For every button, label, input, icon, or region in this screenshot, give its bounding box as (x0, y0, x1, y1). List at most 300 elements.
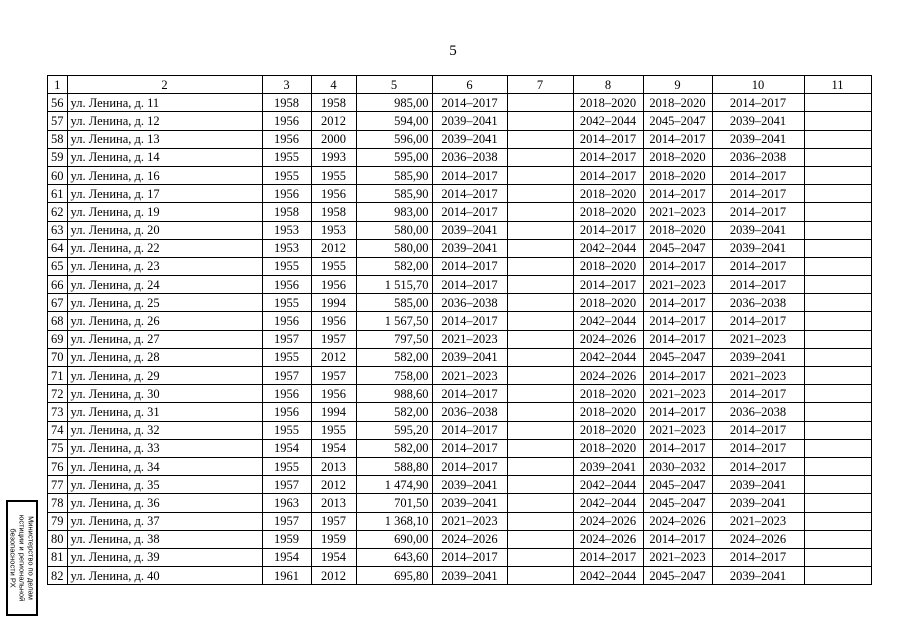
table-cell: 758,00 (356, 367, 432, 385)
table-cell: 76 (48, 457, 68, 475)
page-number: 5 (449, 43, 457, 59)
table-cell: 2014–2017 (432, 203, 507, 221)
table-cell: 2039–2041 (712, 567, 804, 585)
table-cell (804, 312, 871, 330)
table-cell: 2042–2044 (573, 476, 643, 494)
table-cell: 2014–2017 (643, 530, 712, 548)
table-cell: ул. Ленина, д. 27 (67, 330, 262, 348)
table-cell: 2014–2017 (573, 221, 643, 239)
table-cell (804, 385, 871, 403)
table-cell: 2021–2023 (432, 367, 507, 385)
table-row (48, 257, 872, 275)
table-cell: 59 (48, 148, 68, 166)
table-cell: 78 (48, 494, 68, 512)
column-header: 9 (643, 76, 712, 94)
table-row (48, 330, 872, 348)
table-cell: 2012 (311, 239, 356, 257)
table-cell: 695,80 (356, 567, 432, 585)
table-cell: 2014–2017 (573, 548, 643, 566)
table-cell: ул. Ленина, д. 26 (67, 312, 262, 330)
table-cell: ул. Ленина, д. 25 (67, 294, 262, 312)
table-cell (507, 385, 573, 403)
table-cell: 74 (48, 421, 68, 439)
table-cell: 2039–2041 (712, 130, 804, 148)
table-cell: 2039–2041 (432, 494, 507, 512)
table-cell: 1958 (262, 94, 311, 112)
table-cell: 2039–2041 (432, 112, 507, 130)
table-cell: 2021–2023 (643, 548, 712, 566)
table-row (48, 203, 872, 221)
table-cell: ул. Ленина, д. 20 (67, 221, 262, 239)
table-cell: 68 (48, 312, 68, 330)
table-cell: 1955 (311, 257, 356, 275)
table-cell (507, 148, 573, 166)
column-header: 5 (356, 76, 432, 94)
table-cell: 66 (48, 276, 68, 294)
table-cell: ул. Ленина, д. 17 (67, 185, 262, 203)
table-row (48, 166, 872, 184)
table-cell (804, 567, 871, 585)
table-cell: 2021–2023 (643, 385, 712, 403)
table-cell: 75 (48, 439, 68, 457)
table-cell: 1953 (262, 221, 311, 239)
table-cell: 2014–2017 (432, 385, 507, 403)
table-cell: ул. Ленина, д. 33 (67, 439, 262, 457)
table-cell: 77 (48, 476, 68, 494)
table-cell: 2013 (311, 457, 356, 475)
data-table (47, 75, 872, 585)
table-cell: 2014–2017 (643, 439, 712, 457)
table-cell: ул. Ленина, д. 35 (67, 476, 262, 494)
table-cell: 2042–2044 (573, 494, 643, 512)
table-cell: 1957 (262, 512, 311, 530)
table-cell: 1957 (262, 367, 311, 385)
table-cell: 2014–2017 (573, 148, 643, 166)
table-cell: 2024–2026 (432, 530, 507, 548)
table-cell: 2045–2047 (643, 239, 712, 257)
table-cell: 2024–2026 (573, 530, 643, 548)
column-header: 1 (48, 76, 68, 94)
table-cell: 79 (48, 512, 68, 530)
table-row (48, 348, 872, 366)
table-cell (507, 567, 573, 585)
table-cell (804, 257, 871, 275)
table-cell (507, 312, 573, 330)
table-cell (804, 112, 871, 130)
table-cell (507, 239, 573, 257)
table-cell: 1955 (311, 166, 356, 184)
table-row (48, 421, 872, 439)
table-cell: 71 (48, 367, 68, 385)
table-cell: 1994 (311, 403, 356, 421)
table-cell: 2014–2017 (432, 457, 507, 475)
table-cell: 2042–2044 (573, 312, 643, 330)
table-cell: 1956 (262, 185, 311, 203)
table-cell (804, 476, 871, 494)
table-cell: 1953 (311, 221, 356, 239)
table-cell: 2039–2041 (573, 457, 643, 475)
table-row (48, 457, 872, 475)
table-cell: 2018–2020 (643, 94, 712, 112)
table-cell: 2039–2041 (712, 221, 804, 239)
column-header: 4 (311, 76, 356, 94)
table-cell: 1954 (311, 439, 356, 457)
table-cell: 2024–2026 (573, 330, 643, 348)
table-cell: 585,90 (356, 185, 432, 203)
table-cell: 1954 (262, 548, 311, 566)
table-row (48, 439, 872, 457)
table-cell: 2039–2041 (432, 476, 507, 494)
table-cell: ул. Ленина, д. 37 (67, 512, 262, 530)
table-cell: ул. Ленина, д. 40 (67, 567, 262, 585)
table-cell (804, 530, 871, 548)
table-cell: 2014–2017 (643, 403, 712, 421)
table-cell: 1956 (262, 403, 311, 421)
table-cell: 797,50 (356, 330, 432, 348)
column-header: 2 (67, 76, 262, 94)
stamp-text (9, 502, 36, 614)
column-header: 11 (804, 76, 871, 94)
table-cell: 2018–2020 (573, 94, 643, 112)
column-header: 7 (507, 76, 573, 94)
table-cell: 2021–2023 (432, 330, 507, 348)
table-cell (507, 257, 573, 275)
table-cell (507, 330, 573, 348)
table-cell (804, 403, 871, 421)
table-cell: 2039–2041 (712, 348, 804, 366)
column-header: 6 (432, 76, 507, 94)
table-cell (804, 276, 871, 294)
table-cell: 2014–2017 (712, 439, 804, 457)
table-cell: 2045–2047 (643, 476, 712, 494)
table-cell: ул. Ленина, д. 30 (67, 385, 262, 403)
table-cell: 582,00 (356, 257, 432, 275)
table-cell: 2014–2017 (643, 185, 712, 203)
table-cell: 2018–2020 (573, 403, 643, 421)
table-cell: 588,80 (356, 457, 432, 475)
table-cell: 1956 (262, 112, 311, 130)
table-cell: 65 (48, 257, 68, 275)
table-cell (507, 367, 573, 385)
table-cell: 2045–2047 (643, 494, 712, 512)
table-cell (507, 421, 573, 439)
table-cell: 2021–2023 (712, 512, 804, 530)
table-cell: 1961 (262, 567, 311, 585)
table-row (48, 294, 872, 312)
table-cell: 2014–2017 (432, 312, 507, 330)
table-cell: 1955 (262, 257, 311, 275)
table-cell: 2014–2017 (432, 439, 507, 457)
table-cell: 1957 (311, 330, 356, 348)
table-row (48, 512, 872, 530)
table-cell: ул. Ленина, д. 31 (67, 403, 262, 421)
table-cell: 1956 (311, 385, 356, 403)
table-cell: 2039–2041 (712, 476, 804, 494)
table-cell: ул. Ленина, д. 24 (67, 276, 262, 294)
table-cell: 1955 (262, 348, 311, 366)
table-cell: 2014–2017 (432, 94, 507, 112)
table-cell (804, 294, 871, 312)
table-cell: 73 (48, 403, 68, 421)
table-cell: 57 (48, 112, 68, 130)
table-cell: 585,90 (356, 166, 432, 184)
table-cell: 60 (48, 166, 68, 184)
table-body (48, 94, 872, 585)
table-cell: 1993 (311, 148, 356, 166)
table-cell: 2014–2017 (432, 548, 507, 566)
table-cell: 1959 (262, 530, 311, 548)
table-row (48, 530, 872, 548)
table-cell: ул. Ленина, д. 28 (67, 348, 262, 366)
table-cell: 2012 (311, 112, 356, 130)
table-cell: 1958 (262, 203, 311, 221)
table-cell: 2018–2020 (573, 421, 643, 439)
table-row (48, 130, 872, 148)
table-row (48, 239, 872, 257)
table-cell: 985,00 (356, 94, 432, 112)
table-cell (507, 403, 573, 421)
table-cell: 2014–2017 (432, 257, 507, 275)
table-cell: 1956 (262, 130, 311, 148)
table-cell: 70 (48, 348, 68, 366)
table-cell (507, 457, 573, 475)
table-cell: 2014–2017 (432, 276, 507, 294)
table-cell: 61 (48, 185, 68, 203)
table-cell: 1957 (262, 330, 311, 348)
table-cell: ул. Ленина, д. 32 (67, 421, 262, 439)
table-cell: 2014–2017 (432, 166, 507, 184)
table-cell: 582,00 (356, 439, 432, 457)
table-cell: 2039–2041 (432, 239, 507, 257)
table-cell: 2014–2017 (712, 203, 804, 221)
table-cell: 1956 (262, 276, 311, 294)
table-cell: 2036–2038 (432, 403, 507, 421)
table-cell (507, 166, 573, 184)
table-cell: 2014–2017 (643, 312, 712, 330)
table-cell: 2018–2020 (573, 385, 643, 403)
table-cell: 2018–2020 (573, 294, 643, 312)
table-cell: ул. Ленина, д. 23 (67, 257, 262, 275)
table-cell: ул. Ленина, д. 34 (67, 457, 262, 475)
table-cell: 2042–2044 (573, 112, 643, 130)
table-cell (804, 185, 871, 203)
table-cell: 1 515,70 (356, 276, 432, 294)
table-cell: 2036–2038 (712, 148, 804, 166)
table-row (48, 221, 872, 239)
table-cell: 1955 (262, 421, 311, 439)
table-cell: 2039–2041 (712, 494, 804, 512)
table-cell: ул. Ленина, д. 12 (67, 112, 262, 130)
table-cell: 2045–2047 (643, 112, 712, 130)
table-cell (804, 494, 871, 512)
table-cell: 2014–2017 (712, 185, 804, 203)
table-cell: 1956 (311, 185, 356, 203)
table-cell: ул. Ленина, д. 38 (67, 530, 262, 548)
table-cell (507, 203, 573, 221)
table-cell: 1 474,90 (356, 476, 432, 494)
table-cell: 2024–2026 (712, 530, 804, 548)
table-cell: 2024–2026 (643, 512, 712, 530)
table-cell: 1956 (311, 276, 356, 294)
table-cell: 2014–2017 (573, 166, 643, 184)
table-cell: 1 368,10 (356, 512, 432, 530)
table-cell: 2036–2038 (432, 148, 507, 166)
table-cell (804, 239, 871, 257)
table-cell: 580,00 (356, 221, 432, 239)
table-cell: 2021–2023 (712, 367, 804, 385)
table-cell (507, 221, 573, 239)
table-cell (804, 148, 871, 166)
table-cell: 2018–2020 (573, 257, 643, 275)
table-cell: ул. Ленина, д. 22 (67, 239, 262, 257)
table-cell: 63 (48, 221, 68, 239)
table-cell: 2021–2023 (643, 276, 712, 294)
table-cell (804, 457, 871, 475)
table-cell: 2014–2017 (712, 257, 804, 275)
table-cell: 596,00 (356, 130, 432, 148)
table-cell: 1956 (262, 385, 311, 403)
table-cell (507, 494, 573, 512)
table-cell: 2014–2017 (432, 185, 507, 203)
table-cell (804, 348, 871, 366)
table-cell (507, 530, 573, 548)
table-cell: 82 (48, 567, 68, 585)
table-cell: 2014–2017 (712, 276, 804, 294)
table-cell (507, 112, 573, 130)
table-cell: 2024–2026 (573, 512, 643, 530)
table-cell: 81 (48, 548, 68, 566)
table-cell: 643,60 (356, 548, 432, 566)
table-cell (804, 94, 871, 112)
table-cell: 1 567,50 (356, 312, 432, 330)
table-cell: 2039–2041 (432, 348, 507, 366)
table-cell: 2042–2044 (573, 348, 643, 366)
table-cell (804, 166, 871, 184)
table-cell (507, 185, 573, 203)
stamp-line: безопасности РХ (8, 528, 18, 588)
table-cell (507, 294, 573, 312)
table-cell: 1956 (262, 312, 311, 330)
table-cell: 2012 (311, 567, 356, 585)
table-cell: 582,00 (356, 403, 432, 421)
column-header: 8 (573, 76, 643, 94)
table-row (48, 148, 872, 166)
table-cell: 80 (48, 530, 68, 548)
table-cell: 2018–2020 (643, 221, 712, 239)
table-cell: 1954 (262, 439, 311, 457)
table-cell: 58 (48, 130, 68, 148)
table-cell: 1953 (262, 239, 311, 257)
table-row (48, 185, 872, 203)
table-cell: 62 (48, 203, 68, 221)
table-cell: ул. Ленина, д. 39 (67, 548, 262, 566)
table-cell: 2021–2023 (643, 203, 712, 221)
table-cell: 2012 (311, 476, 356, 494)
table-cell: 983,00 (356, 203, 432, 221)
stamp-line: Министерство по делам (26, 516, 36, 600)
table-cell: 2014–2017 (712, 421, 804, 439)
table-cell: 582,00 (356, 348, 432, 366)
table-cell: 2018–2020 (573, 203, 643, 221)
table-cell: 2030–2032 (643, 457, 712, 475)
table-cell: 69 (48, 330, 68, 348)
table-cell (507, 439, 573, 457)
table-cell: 580,00 (356, 239, 432, 257)
table-cell: 2024–2026 (573, 367, 643, 385)
table-cell: ул. Ленина, д. 29 (67, 367, 262, 385)
table-cell: 2014–2017 (643, 130, 712, 148)
table-cell: 1957 (311, 512, 356, 530)
table-cell: 2014–2017 (712, 312, 804, 330)
table-cell (507, 94, 573, 112)
table-cell: 2014–2017 (712, 94, 804, 112)
table-row (48, 385, 872, 403)
table-cell: 2039–2041 (712, 239, 804, 257)
table-cell: 1955 (262, 148, 311, 166)
table-cell: 2036–2038 (712, 294, 804, 312)
table-row (48, 112, 872, 130)
table-cell: 594,00 (356, 112, 432, 130)
table-row (48, 276, 872, 294)
table-cell: 2018–2020 (573, 439, 643, 457)
table-cell: 595,00 (356, 148, 432, 166)
column-header: 10 (712, 76, 804, 94)
table-cell: 64 (48, 239, 68, 257)
table-row (48, 367, 872, 385)
table-row (48, 476, 872, 494)
table-cell (507, 476, 573, 494)
table-cell: ул. Ленина, д. 19 (67, 203, 262, 221)
table-cell: 1954 (311, 548, 356, 566)
table-cell: 2045–2047 (643, 348, 712, 366)
table-cell: 2021–2023 (712, 330, 804, 348)
column-header: 3 (262, 76, 311, 94)
table-row (48, 567, 872, 585)
table-cell: 2014–2017 (712, 166, 804, 184)
table-row (48, 312, 872, 330)
table-cell (507, 512, 573, 530)
table-cell: 2014–2017 (573, 130, 643, 148)
table-cell: 2045–2047 (643, 567, 712, 585)
table-cell: 67 (48, 294, 68, 312)
table-cell: 2014–2017 (643, 367, 712, 385)
table-cell: 2018–2020 (573, 185, 643, 203)
table-cell: 1955 (262, 166, 311, 184)
table-cell (804, 548, 871, 566)
table-cell: 2039–2041 (432, 130, 507, 148)
table-cell: 2014–2017 (643, 330, 712, 348)
table-cell (804, 130, 871, 148)
table-row (48, 548, 872, 566)
table-cell: ул. Ленина, д. 13 (67, 130, 262, 148)
table-cell (507, 348, 573, 366)
table-cell: 2018–2020 (643, 148, 712, 166)
table-cell: 2014–2017 (643, 294, 712, 312)
table-cell: ул. Ленина, д. 11 (67, 94, 262, 112)
ministry-stamp (6, 500, 38, 616)
table-cell: 595,20 (356, 421, 432, 439)
table-cell: 2000 (311, 130, 356, 148)
table-cell: 2039–2041 (432, 567, 507, 585)
table-cell (507, 548, 573, 566)
table-cell (804, 439, 871, 457)
stamp-line: юстиции и региональной (17, 514, 27, 602)
table-cell (507, 276, 573, 294)
table-cell: 1994 (311, 294, 356, 312)
table-cell: 1959 (311, 530, 356, 548)
table-cell: 2012 (311, 348, 356, 366)
table-cell: 2039–2041 (432, 221, 507, 239)
